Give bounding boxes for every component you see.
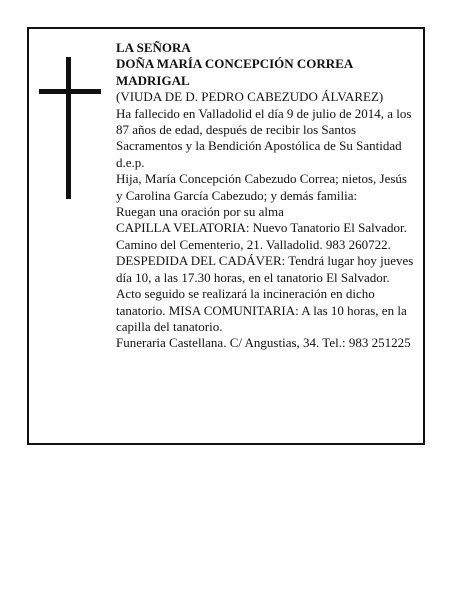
deceased-name: DOÑA MARÍA CONCEPCIÓN CORREA MADRIGAL bbox=[116, 56, 353, 88]
prayer-text: Ruegan una oración por su alma bbox=[116, 204, 284, 220]
farewell-info: DESPEDIDA DEL CADÁVER: Tendrá lugar hoy jueves día 10, a las 17.30 horas, en el tanatorio El Salvador. Acto seguido se realizará la incineración en dicho tanatorio. MISA COMUNITARIA: A las 10 horas, en la capilla del tanatorio. bbox=[116, 253, 414, 334]
dep-text: d.e.p. bbox=[116, 154, 145, 170]
latin-cross-icon bbox=[39, 57, 101, 199]
obituary-notice bbox=[27, 27, 425, 445]
funeral-home-info: Funeraria Castellana. C/ Angustias, 34. Tel.: 983 251225 bbox=[116, 335, 411, 351]
cross-horizontal-bar bbox=[39, 89, 101, 94]
cross-vertical-bar bbox=[66, 57, 71, 199]
notice-text bbox=[116, 40, 416, 352]
family-text: Hija, María Concepción Cabezudo Correa; nietos, Jesús y Carolina García Cabezudo; y demás familia: bbox=[116, 171, 407, 203]
widow-of: (VIUDA DE D. PEDRO CABEZUDO ÁLVAREZ) bbox=[116, 89, 384, 105]
chapel-info: CAPILLA VELATORIA: Nuevo Tanatorio El Salvador. Camino del Cementerio, 21. Valladolid. 983 260722. bbox=[116, 220, 407, 252]
notice-title: LA SEÑORA bbox=[116, 40, 191, 55]
death-info: Ha fallecido en Valladolid el día 9 de julio de 2014, a los 87 años de edad, después de recibir los Santos Sacramentos y la Bendición Apostólica de Su Santidad bbox=[116, 105, 412, 154]
